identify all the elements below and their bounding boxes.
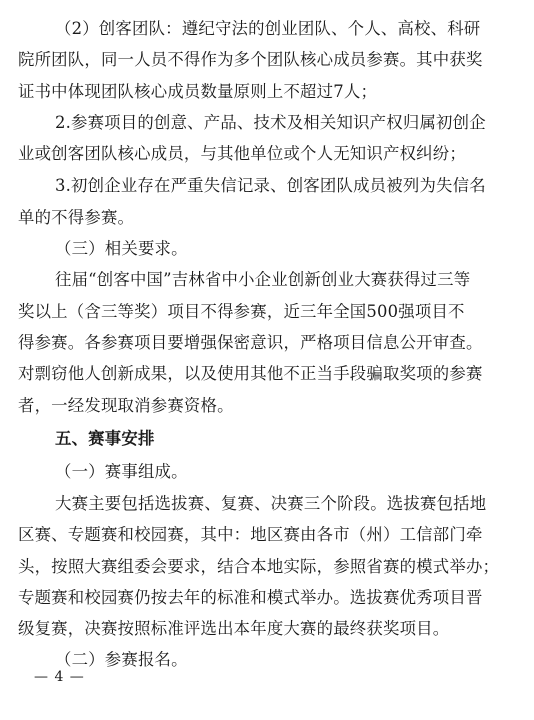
section-subheading: （二）参赛报名。 xyxy=(55,650,188,669)
page-number: — 4 — xyxy=(34,669,85,685)
text-line: 专题赛和校园赛仍按去年的标准和模式举办。选拔赛优秀项目晋 xyxy=(18,588,483,607)
text-line: 往届“创客中国”吉林省中小企业创新创业大赛获得过三等 xyxy=(55,270,471,289)
text-line: 者，一经发现取消参赛资格。 xyxy=(18,396,234,415)
section-subheading: （一）赛事组成。 xyxy=(55,462,188,481)
section-heading: 五、赛事安排 xyxy=(55,429,155,448)
text-line: 业或创客团队核心成员，与其他单位或个人无知识产权纠纷； xyxy=(18,144,466,163)
text-line: 3.初创企业存在严重失信记录、创客团队成员被列为失信名 xyxy=(55,176,486,195)
text-line: 奖以上（含三等奖）项目不得参赛，近三年全国500强项目不 xyxy=(18,302,465,321)
text-line: 头，按照大赛组委会要求，结合本地实际，参照省赛的模式举办； xyxy=(18,557,500,576)
text-line: 区赛、专题赛和校园赛，其中：地区赛由各市（州）工信部门牵 xyxy=(18,525,483,544)
text-line: （2）创客团队：遵纪守法的创业团队、个人、高校、科研 xyxy=(55,19,481,38)
text-line: 2.参赛项目的创意、产品、技术及相关知识产权归属初创企 xyxy=(55,113,486,132)
text-line: 级复赛，决赛按照标准评选出本年度大赛的最终获奖项目。 xyxy=(18,619,450,638)
text-line: 证书中体现团队核心成员数量原则上不超过7人； xyxy=(18,82,378,101)
section-subheading: （三）相关要求。 xyxy=(55,239,188,258)
text-line: 得参赛。各参赛项目要增强保密意识，严格项目信息公开审查。 xyxy=(18,333,483,352)
text-line: 大赛主要包括选拔赛、复赛、决赛三个阶段。选拔赛包括地 xyxy=(55,494,487,513)
text-line: 院所团队，同一人员不得作为多个团队核心成员参赛。其中获奖 xyxy=(18,50,483,69)
text-line: 单的不得参赛。 xyxy=(18,208,135,227)
text-line: 对剽窃他人创新成果，以及使用其他不正当手段骗取奖项的参赛 xyxy=(18,364,483,383)
